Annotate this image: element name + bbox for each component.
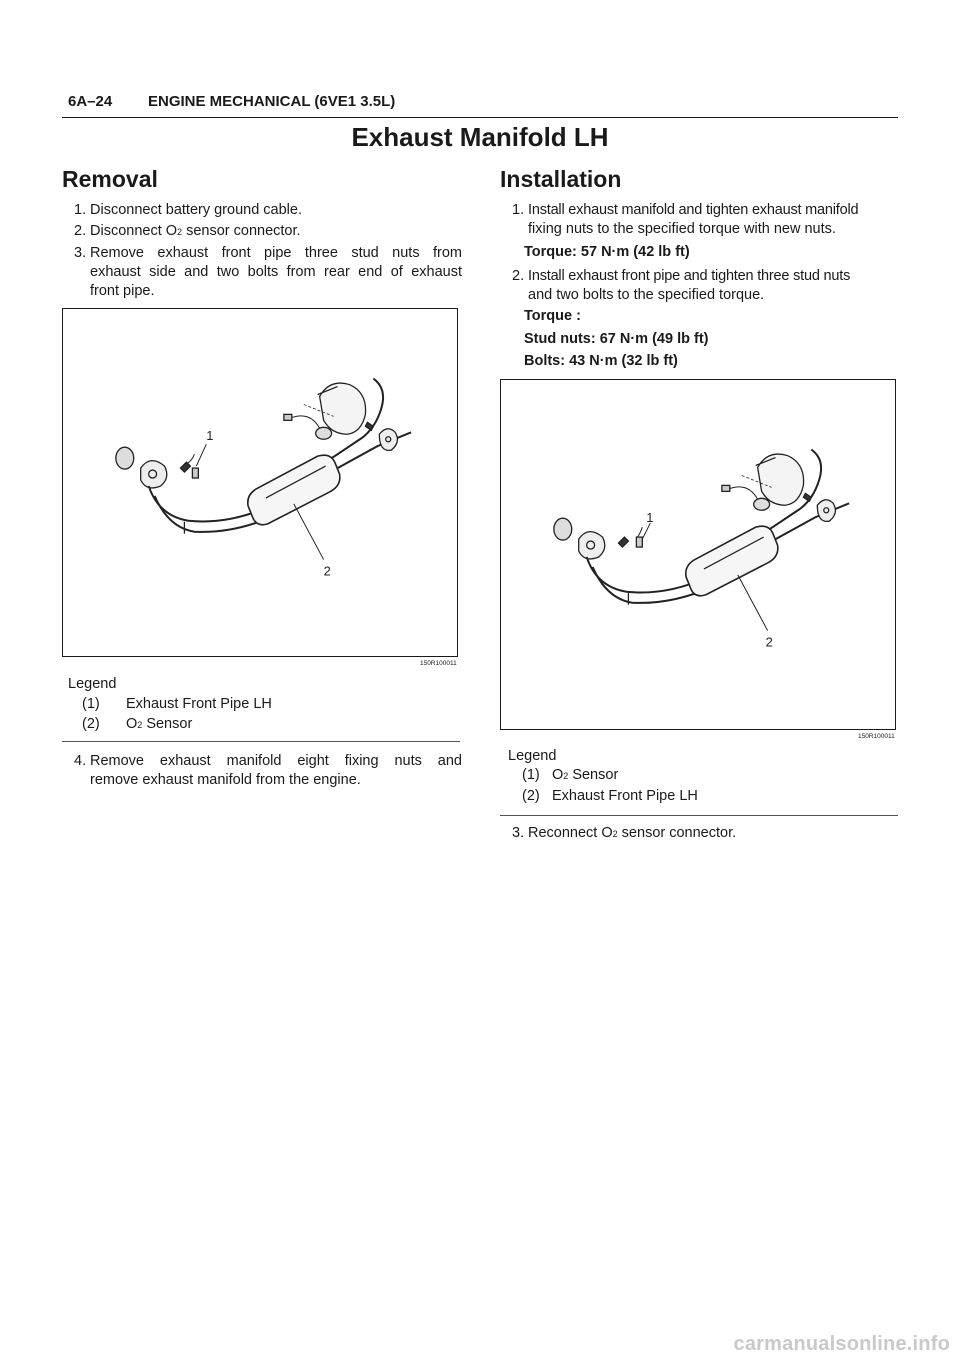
legend-heading: Legend	[68, 676, 117, 692]
figure-code: 150R100011	[420, 660, 457, 667]
step-text-line3: front pipe.	[90, 283, 155, 299]
watermark-text: carmanualsonline.info	[733, 1333, 950, 1355]
torque-stud-nuts: Stud nuts: 67 N·m (49 lb ft)	[524, 331, 709, 347]
exhaust-pipe-illustration	[501, 380, 895, 729]
removal-step-2	[74, 222, 462, 241]
legend-heading: Legend	[508, 748, 557, 764]
figure-code: 150R100011	[858, 733, 895, 740]
installation-step-1	[512, 201, 900, 239]
step-text-line2: and two bolts to the specified torque.	[528, 287, 765, 303]
figure-callout-1: 1	[206, 428, 214, 444]
torque-spec: Torque: 57 N·m (42 lb ft)	[524, 244, 690, 260]
step-text-line2: remove exhaust manifold from the engine.	[90, 772, 361, 788]
step-text-line1: Remove exhaust front pipe three stud nuts from	[90, 245, 462, 261]
figure-callout-2: 2	[765, 634, 773, 650]
removal-step-3	[74, 244, 462, 302]
exhaust-pipe-illustration	[63, 309, 457, 656]
step-number: 3.	[74, 245, 87, 261]
torque-heading: Torque :	[524, 308, 581, 324]
step-number: 1.	[512, 202, 525, 218]
step-text: Disconnect battery ground cable.	[90, 202, 302, 218]
figure-callout-2: 2	[323, 563, 331, 579]
step-text-line1: Remove exhaust manifold eight fixing nuts and	[90, 753, 462, 769]
divider	[62, 741, 460, 742]
installation-step-3	[512, 824, 900, 843]
step-text: Disconnect O2 sensor connector.	[90, 223, 301, 239]
installation-figure	[500, 379, 896, 730]
removal-figure	[62, 308, 458, 657]
step-number: 3.	[512, 825, 525, 841]
page-title: Exhaust Manifold LH	[351, 122, 609, 152]
step-text-line2: exhaust side and two bolts from rear end of exhaust	[90, 264, 462, 280]
page-header	[62, 93, 898, 118]
step-text-line1: Install exhaust manifold and tighten exhaust manifold	[528, 202, 859, 218]
legend-item: (2) O2 Sensor	[82, 716, 193, 732]
step-text: Reconnect O2 sensor connector.	[528, 825, 737, 841]
removal-step-1	[74, 201, 462, 220]
section-number: 6A–24	[68, 93, 113, 110]
legend-item: (1) Exhaust Front Pipe LH	[82, 696, 272, 712]
step-text-line2: fixing nuts to the specified torque with new nuts.	[528, 221, 836, 237]
torque-bolts: Bolts: 43 N·m (32 lb ft)	[524, 353, 678, 369]
removal-heading: Removal	[62, 166, 158, 192]
step-number: 1.	[74, 202, 87, 218]
section-title: ENGINE MECHANICAL (6VE1 3.5L)	[148, 93, 396, 110]
step-text-line1: Install exhaust front pipe and tighten three stud nuts	[528, 268, 851, 284]
step-number: 2.	[74, 223, 87, 239]
step-number: 4.	[74, 753, 87, 769]
divider	[500, 815, 898, 816]
installation-step-2	[512, 267, 900, 305]
step-number: 2.	[512, 268, 525, 284]
legend-item: (1) O2 Sensor	[522, 767, 619, 783]
installation-heading: Installation	[500, 166, 622, 192]
figure-callout-1: 1	[646, 510, 654, 526]
removal-step-4	[74, 752, 462, 790]
legend-item: (2) Exhaust Front Pipe LH	[522, 788, 698, 804]
